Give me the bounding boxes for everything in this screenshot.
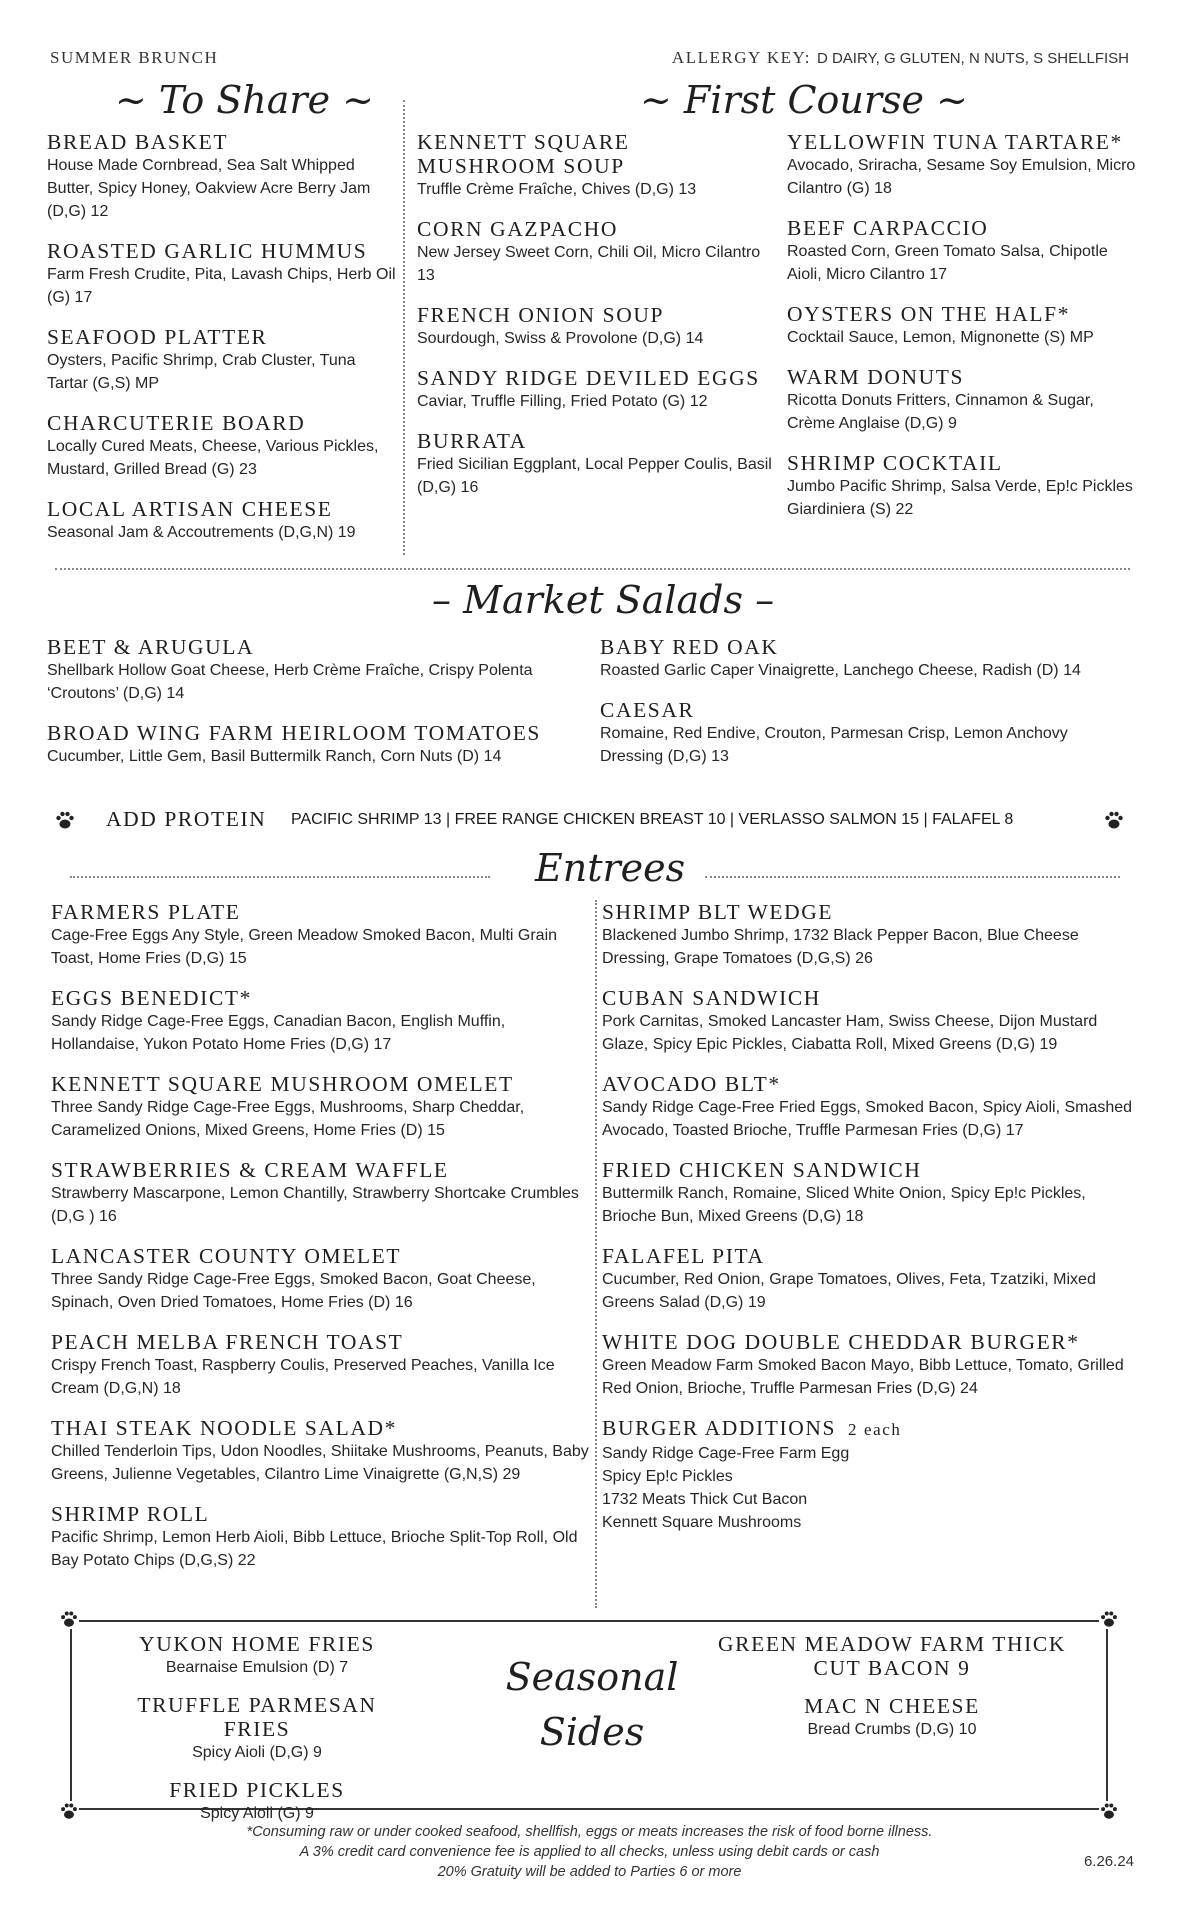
footer-line-1: *Consuming raw or under cooked seafood, shellfish, eggs or meats increases the risk of food borne illness. <box>246 1824 933 1840</box>
menu-item-name: BABY RED OAK <box>600 635 779 659</box>
menu-item-name: KENNETT SQUARE MUSHROOM OMELET <box>51 1072 514 1096</box>
menu-item <box>47 325 397 395</box>
menu-item <box>51 1416 591 1486</box>
menu-item-description: Seasonal Jam & Accoutrements (D,G,N) 19 <box>47 524 356 541</box>
menu-item <box>417 429 772 499</box>
menu-item-description: Farm Fresh Crudite, Pita, Lavash Chips, Herb Oil (G) 17 <box>47 266 396 306</box>
menu-item-name: FALAFEL PITA <box>602 1244 765 1268</box>
menu-item <box>697 1632 1087 1680</box>
menu-item-name: SANDY RIDGE DEVILED EGGS <box>417 366 760 390</box>
seasonal-sides-title <box>487 1650 697 1760</box>
divider-entrees-right <box>705 876 1120 878</box>
menu-item-name: FRIED CHICKEN SANDWICH <box>602 1158 922 1182</box>
menu-item-description: Blackened Jumbo Shrimp, 1732 Black Pepper Bacon, Blue Cheese Dressing, Grape Tomatoes (D,G,S) 26 <box>602 927 1079 967</box>
menu-item <box>417 303 772 350</box>
seasonal-sides-title-line1: Seasonal <box>505 1655 679 1699</box>
menu-item-name: AVOCADO BLT* <box>602 1072 781 1096</box>
burger-addition-option: Spicy Ep!c Pickles <box>602 1468 733 1485</box>
burger-addition-option: Kennett Square Mushrooms <box>602 1514 802 1531</box>
sides-list-right <box>697 1632 1087 1755</box>
menu-item-name: WHITE DOG DOUBLE CHEDDAR BURGER* <box>602 1330 1080 1354</box>
menu-item <box>417 130 772 201</box>
menu-item-name: FRIED PICKLES <box>169 1778 345 1802</box>
menu-item-name: BURRATA <box>417 429 527 453</box>
menu-item-name: CORN GAZPACHO <box>417 217 618 241</box>
menu-item <box>600 698 1135 768</box>
menu-item-name: OYSTERS ON THE HALF* <box>787 302 1071 326</box>
menu-item-description: Sourdough, Swiss & Provolone (D,G) 14 <box>417 330 704 347</box>
menu-item-description: Ricotta Donuts Fritters, Cinnamon & Sugar, Crème Anglaise (D,G) 9 <box>787 392 1094 432</box>
burger-additions-name: BURGER ADDITIONS <box>602 1416 837 1440</box>
menu-item-description: Romaine, Red Endive, Crouton, Parmesan Crisp, Lemon Anchovy Dressing (D,G) 13 <box>600 725 1068 765</box>
menu-item <box>51 1072 591 1142</box>
menu-item <box>697 1694 1087 1741</box>
paw-icon <box>59 1609 79 1629</box>
menu-item <box>600 635 1135 682</box>
menu-item <box>102 1693 412 1764</box>
entrees-list-right <box>602 900 1142 1550</box>
menu-item <box>51 1502 591 1572</box>
menu-date: 6.26.24 <box>1083 1853 1134 1870</box>
menu-item-name: LANCASTER COUNTY OMELET <box>51 1244 402 1268</box>
paw-icon <box>1099 1801 1119 1821</box>
menu-item-description: Cocktail Sauce, Lemon, Mignonette (S) MP <box>787 329 1094 346</box>
burger-addition-option: Sandy Ridge Cage-Free Farm Egg <box>602 1445 850 1462</box>
menu-item-description: Strawberry Mascarpone, Lemon Chantilly, Strawberry Shortcake Crumbles (D,G ) 16 <box>51 1185 579 1225</box>
burger-additions-title <box>602 1416 1142 1442</box>
menu-item <box>417 217 772 287</box>
menu-item <box>602 1158 1142 1228</box>
menu-item <box>51 986 591 1056</box>
menu-item <box>51 1244 591 1314</box>
menu-item-description: Spicy Aioli (D,G) 9 <box>192 1744 322 1761</box>
first-course-title: ~ First Course ~ <box>640 78 968 122</box>
menu-item-description: Fried Sicilian Eggplant, Local Pepper Coulis, Basil (D,G) 16 <box>417 456 772 496</box>
burger-additions <box>602 1416 1142 1534</box>
menu-item-name: SHRIMP COCKTAIL <box>787 451 1003 475</box>
menu-item <box>47 411 397 481</box>
salads-list-left <box>47 635 587 784</box>
menu-item-name: SEAFOOD PLATTER <box>47 325 268 349</box>
divider-entrees-vertical <box>595 900 597 1608</box>
allergy-key-codes: D DAIRY, G GLUTEN, N NUTS, S SHELLFISH <box>816 50 1129 67</box>
menu-item-name: FRENCH ONION SOUP <box>417 303 665 327</box>
menu-item <box>787 216 1137 286</box>
menu-item-description: Bearnaise Emulsion (D) 7 <box>165 1659 349 1676</box>
menu-item-name: FARMERS PLATE <box>51 900 241 924</box>
menu-item-description: New Jersey Sweet Corn, Chili Oil, Micro Cilantro 13 <box>417 244 761 284</box>
menu-item-description: Sandy Ridge Cage-Free Eggs, Canadian Bacon, English Muffin, Hollandaise, Yukon Potato Home Fries (D,G) 17 <box>51 1013 506 1053</box>
seasonal-sides-title-line2: Sides <box>539 1710 645 1754</box>
menu-item-name: CHARCUTERIE BOARD <box>47 411 306 435</box>
menu-item-description: Pacific Shrimp, Lemon Herb Aioli, Bibb Lettuce, Brioche Split-Top Roll, Old Bay Potato Chips (D,G,S) 22 <box>51 1529 578 1569</box>
divider-entrees-left <box>70 876 490 878</box>
paw-icon <box>1103 809 1125 831</box>
menu-item-description: Spicy Aioli (G) 9 <box>200 1805 314 1822</box>
menu-item-name: BEEF CARPACCIO <box>787 216 989 240</box>
menu-item-description: Green Meadow Farm Smoked Bacon Mayo, Bibb Lettuce, Tomato, Grilled Red Onion, Brioche, Truffle Parmesan Fries (D,G) 24 <box>602 1357 1124 1397</box>
entrees-title: Entrees <box>535 846 686 890</box>
paw-icon <box>1099 1609 1119 1629</box>
menu-item-description: Locally Cured Meats, Cheese, Various Pickles, Mustard, Grilled Bread (G) 23 <box>47 438 379 478</box>
menu-item-description: Roasted Corn, Green Tomato Salsa, Chipotle Aioli, Micro Cilantro 17 <box>787 243 1108 283</box>
add-protein-row <box>50 807 1129 837</box>
menu-item-description: Caviar, Truffle Filling, Fried Potato (G) 12 <box>417 393 708 410</box>
menu-item <box>602 1244 1142 1314</box>
burger-addition-option: 1732 Meats Thick Cut Bacon <box>602 1491 808 1508</box>
menu-item-description: Pork Carnitas, Smoked Lancaster Ham, Swiss Cheese, Dijon Mustard Glaze, Spicy Epic Pickles, Ciabatta Roll, Mixed Greens (D,G) 19 <box>602 1013 1098 1053</box>
menu-item <box>602 900 1142 970</box>
footer-notes <box>0 1822 1179 1882</box>
footer-line-3: 20% Gratuity will be added to Parties 6 or more <box>437 1864 742 1880</box>
menu-item <box>787 130 1137 200</box>
footer-line-2: A 3% credit card convenience fee is applied to all checks, unless using debit cards or cash <box>299 1844 880 1860</box>
menu-item-name: EGGS BENEDICT* <box>51 986 252 1010</box>
menu-item-name: STRAWBERRIES & CREAM WAFFLE <box>51 1158 449 1182</box>
menu-item-name: SHRIMP BLT WEDGE <box>602 900 834 924</box>
menu-item <box>47 239 397 309</box>
allergy-key <box>672 48 1129 68</box>
menu-item <box>602 1072 1142 1142</box>
sides-list-left <box>102 1632 412 1839</box>
menu-item <box>47 635 587 705</box>
menu-item-description: Roasted Garlic Caper Vinaigrette, Lanchego Cheese, Radish (D) 14 <box>600 662 1081 679</box>
menu-item-name: CAESAR <box>600 698 695 722</box>
menu-item-description: Jumbo Pacific Shrimp, Salsa Verde, Ep!c Pickles Giardiniera (S) 22 <box>787 478 1133 518</box>
menu-item <box>51 900 591 970</box>
to-share-list <box>47 130 397 560</box>
menu-item-description: Cage-Free Eggs Any Style, Green Meadow Smoked Bacon, Multi Grain Toast, Home Fries (D,G) 15 <box>51 927 558 967</box>
menu-item-name: BROAD WING FARM HEIRLOOM TOMATOES <box>47 721 541 745</box>
menu-item-name: CUBAN SANDWICH <box>602 986 821 1010</box>
menu-item-description: Cucumber, Red Onion, Grape Tomatoes, Olives, Feta, Tzatziki, Mixed Greens Salad (D,G) 19 <box>602 1271 1096 1311</box>
first-course-list-2 <box>787 130 1137 537</box>
menu-item-name: MAC N CHEESE <box>804 1694 980 1718</box>
menu-item-description: Crispy French Toast, Raspberry Coulis, Preserved Peaches, Vanilla Ice Cream (D,G,N) 18 <box>51 1357 555 1397</box>
menu-item <box>602 986 1142 1056</box>
menu-item <box>602 1330 1142 1400</box>
salads-list-right <box>600 635 1135 784</box>
menu-item <box>787 365 1137 435</box>
add-protein-options: PACIFIC SHRIMP 13 | FREE RANGE CHICKEN BREAST 10 | VERLASSO SALMON 15 | FALAFEL 8 <box>291 811 1014 828</box>
menu-item-description: Cucumber, Little Gem, Basil Buttermilk Ranch, Corn Nuts (D) 14 <box>47 748 502 765</box>
menu-item-name: WARM DONUTS <box>787 365 965 389</box>
menu-name: SUMMER BRUNCH <box>50 48 219 67</box>
menu-item-description: House Made Cornbread, Sea Salt Whipped Butter, Spicy Honey, Oakview Acre Berry Jam (D,G) 12 <box>47 157 371 220</box>
paw-icon <box>54 809 76 831</box>
menu-item <box>102 1778 412 1825</box>
menu-item-description: Shellbark Hollow Goat Cheese, Herb Crème Fraîche, Crispy Polenta ‘Croutons’ (D,G) 14 <box>47 662 533 702</box>
allergy-key-label: ALLERGY KEY: <box>671 48 811 67</box>
menu-item-description: Buttermilk Ranch, Romaine, Sliced White Onion, Spicy Ep!c Pickles, Brioche Bun, Mixed Greens (D,G) 18 <box>602 1185 1086 1225</box>
menu-item <box>47 497 397 544</box>
menu-item <box>47 721 587 768</box>
menu-item-description: Oysters, Pacific Shrimp, Crab Cluster, Tuna Tartar (G,S) MP <box>47 352 356 392</box>
menu-item <box>51 1158 591 1228</box>
menu-item-description: Three Sandy Ridge Cage-Free Eggs, Mushrooms, Sharp Cheddar, Caramelized Onions, Mixed Greens, Home Fries (D) 15 <box>51 1099 525 1139</box>
menu-item-name: YUKON HOME FRIES <box>139 1632 375 1656</box>
to-share-title: ~ To Share ~ <box>115 78 375 122</box>
first-course-list-1 <box>417 130 772 515</box>
menu-item-description: Bread Crumbs (D,G) 10 <box>807 1721 977 1738</box>
divider-vertical <box>403 100 405 555</box>
menu-item <box>787 302 1137 349</box>
menu-item-description: Truffle Crème Fraîche, Chives (D,G) 13 <box>417 181 697 198</box>
menu-item-description: Chilled Tenderloin Tips, Udon Noodles, Shiitake Mushrooms, Peanuts, Baby Greens, Julienne Vegetables, Cilantro Lime Vinaigrette (G,N,S) 29 <box>51 1443 589 1483</box>
menu-item-name: PEACH MELBA FRENCH TOAST <box>51 1330 404 1354</box>
menu-item-description: Avocado, Sriracha, Sesame Soy Emulsion, Micro Cilantro (G) 18 <box>787 157 1136 197</box>
menu-item-name: THAI STEAK NOODLE SALAD* <box>51 1416 397 1440</box>
divider-horizontal <box>55 568 1130 570</box>
menu-item <box>102 1632 412 1679</box>
menu-item-name: BEET & ARUGULA <box>47 635 255 659</box>
menu-item-name: BREAD BASKET <box>47 130 229 154</box>
market-salads-title: – Market Salads – <box>432 578 775 622</box>
paw-icon <box>59 1801 79 1821</box>
menu-item-name: SHRIMP ROLL <box>51 1502 210 1526</box>
menu-item <box>787 451 1137 521</box>
menu-item-name: LOCAL ARTISAN CHEESE <box>47 497 333 521</box>
entrees-list-left <box>51 900 591 1588</box>
menu-item-name: YELLOWFIN TUNA TARTARE* <box>787 130 1123 154</box>
burger-additions-price: 2 each <box>848 1420 902 1439</box>
menu-item <box>417 366 772 413</box>
menu-item <box>47 130 397 223</box>
menu-item-name: ROASTED GARLIC HUMMUS <box>47 239 368 263</box>
menu-item-name: TRUFFLE PARMESAN FRIES <box>137 1693 377 1741</box>
menu-item-description: Three Sandy Ridge Cage-Free Eggs, Smoked Bacon, Goat Cheese, Spinach, Oven Dried Tomatoes, Home Fries (D) 16 <box>51 1271 536 1311</box>
seasonal-sides-box <box>70 1620 1108 1822</box>
menu-item <box>51 1330 591 1400</box>
menu-item-name: GREEN MEADOW FARM THICK CUT BACON 9 <box>718 1632 1066 1680</box>
menu-item-name: KENNETT SQUARE MUSHROOM SOUP <box>417 130 630 178</box>
add-protein-label: ADD PROTEIN <box>106 807 267 831</box>
menu-item-description: Sandy Ridge Cage-Free Fried Eggs, Smoked Bacon, Spicy Aioli, Smashed Avocado, Toasted Brioche, Truffle Parmesan Fries (D,G) 17 <box>602 1099 1133 1139</box>
